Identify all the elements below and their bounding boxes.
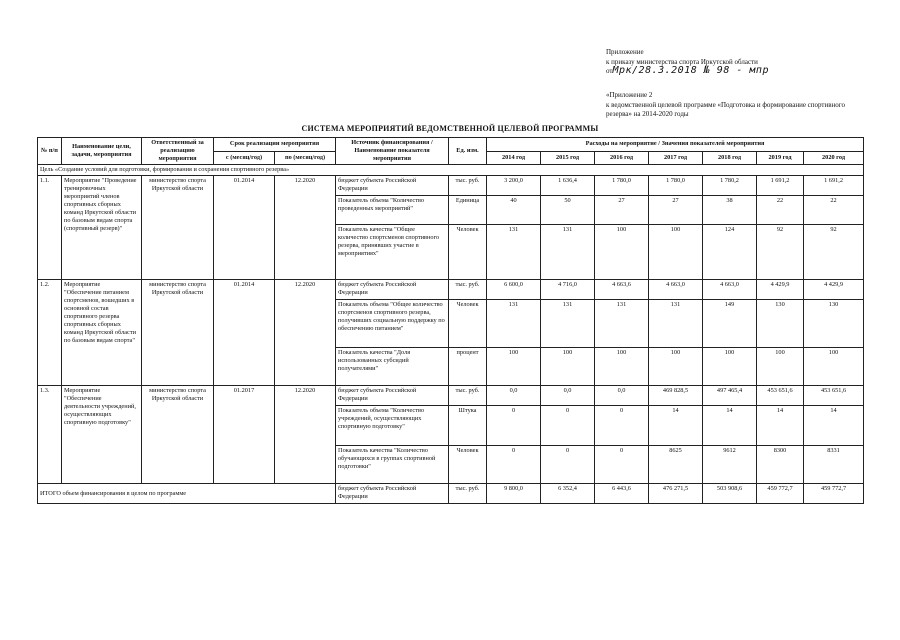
source-cell: Показатель объема "Количество учреждений, осуществляющих спортивную подготовку"	[336, 406, 449, 446]
responsible-party: министерство спорта Иркутской области	[142, 386, 214, 484]
unit-cell: процент	[449, 348, 487, 386]
value-cell: 131	[595, 300, 649, 348]
value-cell: 4 663,6	[595, 280, 649, 300]
year-header: 2015 год	[541, 151, 595, 165]
table-row	[38, 280, 864, 300]
value-cell: 497 465,4	[703, 386, 757, 406]
value-cell: 1 780,0	[595, 176, 649, 196]
row-number: 1.1.	[38, 176, 62, 280]
period-from: 01.2014	[214, 280, 275, 386]
source-cell: Показатель качества "Общее количество спортсменов спортивного резерва, принявших участие в мероприятиях"	[336, 225, 449, 280]
total-value-cell: 476 271,5	[649, 484, 703, 504]
value-cell: 130	[757, 300, 804, 348]
value-cell: 22	[804, 196, 864, 225]
value-cell: 1 780,2	[703, 176, 757, 196]
source-cell: Показатель качества "Количество обучающихся в группах спортивной подготовки"	[336, 446, 449, 484]
period-to: 12.2020	[275, 386, 336, 484]
value-cell: 8300	[757, 446, 804, 484]
year-header: 2017 год	[649, 151, 703, 165]
table-row	[38, 386, 864, 406]
total-value-cell: 459 772,7	[804, 484, 864, 504]
value-cell: 131	[541, 225, 595, 280]
value-cell: 0	[595, 446, 649, 484]
source-cell: Показатель объема "Общее количество спортсменов спортивного резерва, получивших социальную поддержку по обеспечению питанием"	[336, 300, 449, 348]
responsible-party: министерство спорта Иркутской области	[142, 280, 214, 386]
value-cell: 131	[487, 225, 541, 280]
value-cell: 1 691,2	[804, 176, 864, 196]
unit-cell: тыс. руб.	[449, 176, 487, 196]
period-from: 01.2014	[214, 176, 275, 280]
total-unit: тыс. руб.	[449, 484, 487, 504]
value-cell: 40	[487, 196, 541, 225]
unit-cell: Единица	[449, 196, 487, 225]
activity-name: Мероприятие "Обеспечение питанием спортсменов, вошедших в основной состав спортивного резерва спортивных сборных команд Иркутской области по базовым видам спорта"	[62, 280, 142, 386]
col-period-header: Срок реализации мероприятия	[214, 138, 336, 152]
value-cell: 100	[595, 225, 649, 280]
year-header: 2014 год	[487, 151, 541, 165]
order-date-line	[606, 66, 769, 76]
value-cell: 92	[757, 225, 804, 280]
row-number: 1.3.	[38, 386, 62, 484]
unit-cell: тыс. руб.	[449, 280, 487, 300]
source-cell: Показатель объема "Количество проведенных мероприятий"	[336, 196, 449, 225]
value-cell: 8625	[649, 446, 703, 484]
value-cell: 1 780,0	[649, 176, 703, 196]
col-unit-header: Ед. изм.	[449, 138, 487, 165]
value-cell: 130	[804, 300, 864, 348]
unit-cell: Человек	[449, 300, 487, 348]
year-header: 2016 год	[595, 151, 649, 165]
order-line: к приказу министерства спорта Иркутской области	[606, 58, 758, 66]
total-value-cell: 503 908,6	[703, 484, 757, 504]
value-cell: 3 200,0	[487, 176, 541, 196]
value-cell: 100	[541, 348, 595, 386]
value-cell: 0,0	[541, 386, 595, 406]
total-source: бюджет субъекта Российской Федерации	[336, 484, 449, 504]
col-num-header: № п/п	[38, 138, 62, 165]
col-name-header: Наименование цели, задачи, мероприятия	[62, 138, 142, 165]
total-row	[38, 484, 864, 504]
value-cell: 131	[649, 300, 703, 348]
value-cell: 92	[804, 225, 864, 280]
col-expenses-header: Расходы на мероприятие / Значения показателей мероприятия	[487, 138, 864, 152]
activity-name: Мероприятие "Проведение тренировочных мероприятий членов спортивных сборных команд Иркутской области по базовым видам спорта (спортивный резерв)"	[62, 176, 142, 280]
value-cell: 100	[487, 348, 541, 386]
value-cell: 27	[595, 196, 649, 225]
value-cell: 149	[703, 300, 757, 348]
total-value-cell: 6 352,4	[541, 484, 595, 504]
goal-row	[38, 165, 864, 176]
period-to: 12.2020	[275, 176, 336, 280]
value-cell: 4 716,0	[541, 280, 595, 300]
value-cell: 0	[487, 406, 541, 446]
value-cell: 0	[487, 446, 541, 484]
row-number: 1.2.	[38, 280, 62, 386]
value-cell: 14	[804, 406, 864, 446]
value-cell: 1 636,4	[541, 176, 595, 196]
table-row	[38, 176, 864, 196]
value-cell: 4 663,0	[703, 280, 757, 300]
year-header: 2019 год	[757, 151, 804, 165]
handwritten-date: Мрк/28.3.2018 № 98 - мпр	[612, 65, 769, 76]
total-value-cell: 9 800,0	[487, 484, 541, 504]
value-cell: 9612	[703, 446, 757, 484]
value-cell: 38	[703, 196, 757, 225]
value-cell: 0	[541, 406, 595, 446]
value-cell: 124	[703, 225, 757, 280]
unit-cell: тыс. руб.	[449, 386, 487, 406]
program-line-2: резерва» на 2014-2020 годы	[606, 110, 689, 118]
value-cell: 100	[649, 348, 703, 386]
value-cell: 453 651,6	[757, 386, 804, 406]
value-cell: 131	[541, 300, 595, 348]
value-cell: 0,0	[487, 386, 541, 406]
source-cell: Показатель качества "Доля использованных субсидий получателями"	[336, 348, 449, 386]
total-value-cell: 459 772,7	[757, 484, 804, 504]
value-cell: 27	[649, 196, 703, 225]
goal-text: Цель «Создание условий для подготовки, формирования и сохранения спортивного резерва»	[38, 165, 864, 176]
source-cell: бюджет субъекта Российской Федерации	[336, 176, 449, 196]
value-cell: 0	[541, 446, 595, 484]
source-cell: бюджет субъекта Российской Федерации	[336, 280, 449, 300]
value-cell: 1 691,2	[757, 176, 804, 196]
unit-cell: Человек	[449, 225, 487, 280]
value-cell: 22	[757, 196, 804, 225]
value-cell: 453 651,6	[804, 386, 864, 406]
date-prefix: от	[606, 67, 613, 75]
value-cell: 469 828,5	[649, 386, 703, 406]
value-cell: 4 429,9	[757, 280, 804, 300]
value-cell: 14	[649, 406, 703, 446]
value-cell: 100	[595, 348, 649, 386]
unit-cell: Человек	[449, 446, 487, 484]
period-from: 01.2017	[214, 386, 275, 484]
value-cell: 0	[595, 406, 649, 446]
year-header: 2018 год	[703, 151, 757, 165]
col-from-header: с (месяц/год)	[214, 151, 275, 165]
value-cell: 4 663,0	[649, 280, 703, 300]
value-cell: 0,0	[595, 386, 649, 406]
appendix2-label: «Приложение 2	[606, 91, 653, 99]
total-label: ИТОГО объем финансирования в целом по программе	[38, 484, 336, 504]
col-source-header: Источник финансирования / Наименование показателя мероприятия	[336, 138, 449, 165]
responsible-party: министерство спорта Иркутской области	[142, 176, 214, 280]
value-cell: 100	[757, 348, 804, 386]
value-cell: 100	[649, 225, 703, 280]
col-responsible-header: Ответственный за реализацию мероприятия	[142, 138, 214, 165]
value-cell: 8331	[804, 446, 864, 484]
header-row	[38, 138, 864, 152]
period-to: 12.2020	[275, 280, 336, 386]
value-cell: 4 429,9	[804, 280, 864, 300]
value-cell: 6 600,0	[487, 280, 541, 300]
value-cell: 100	[804, 348, 864, 386]
document-title: СИСТЕМА МЕРОПРИЯТИЙ ВЕДОМСТВЕННОЙ ЦЕЛЕВОЙ ПРОГРАММЫ	[301, 124, 599, 133]
total-value-cell: 6 443,6	[595, 484, 649, 504]
value-cell: 100	[703, 348, 757, 386]
col-to-header: по (месяц/год)	[275, 151, 336, 165]
value-cell: 131	[487, 300, 541, 348]
program-line-1: к ведомственной целевой программе «Подготовка и формирование спортивного	[606, 101, 845, 109]
activity-name: Мероприятие "Обеспечение деятельности учреждений, осуществляющих спортивную подготовку"	[62, 386, 142, 484]
value-cell: 50	[541, 196, 595, 225]
unit-cell: Штука	[449, 406, 487, 446]
source-cell: бюджет субъекта Российской Федерации	[336, 386, 449, 406]
program-table	[37, 137, 864, 504]
value-cell: 14	[757, 406, 804, 446]
appendix-label: Приложение	[606, 48, 644, 56]
year-header: 2020 год	[804, 151, 864, 165]
value-cell: 14	[703, 406, 757, 446]
